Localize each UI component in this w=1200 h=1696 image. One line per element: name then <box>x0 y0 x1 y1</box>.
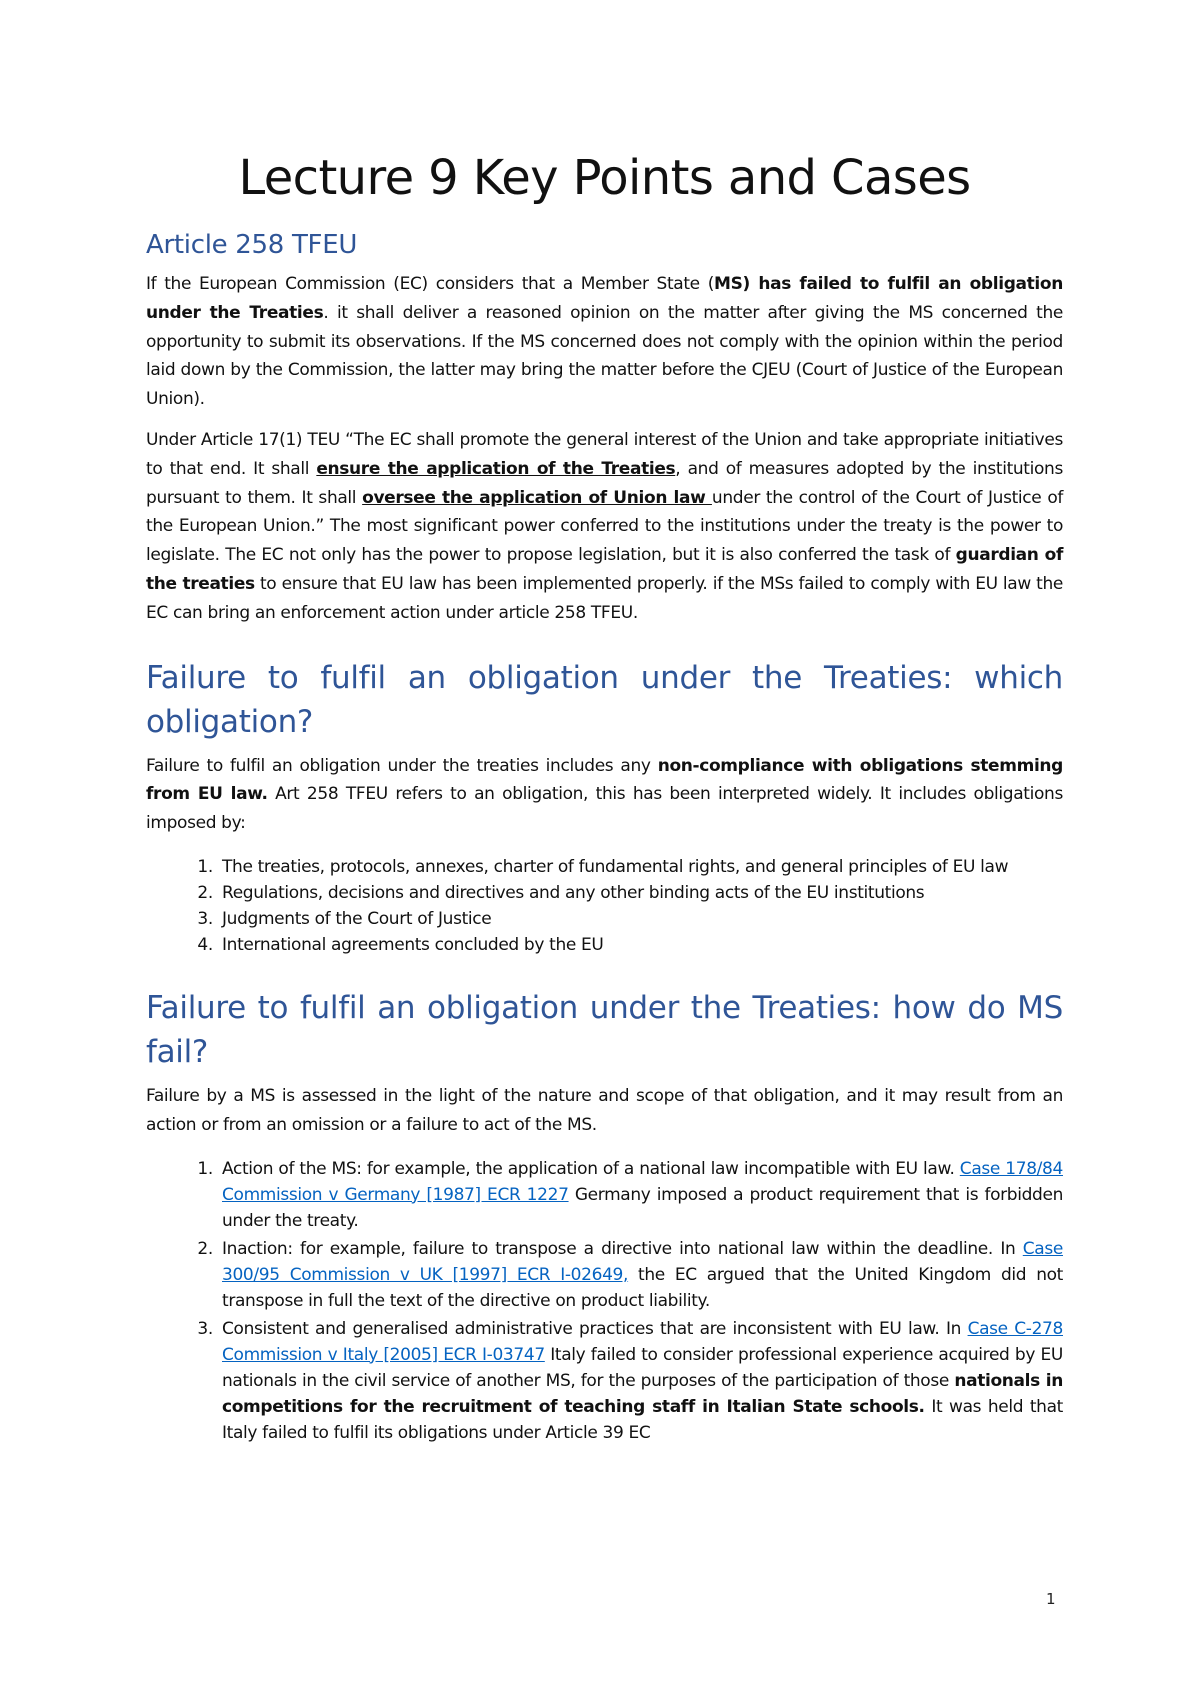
list-item: 1. Action of the MS: for example, the application of a national law incompatible with EU law. Case 178/84 Commission v Germany [1987] ECR 1227 Germany imposed a product requirement that is forbidden under the treaty. <box>218 1156 1063 1234</box>
emphasis-guardian: guardian of the treaties <box>146 545 1064 594</box>
section-heading-article-258: Article 258 TFEU <box>146 230 358 260</box>
paragraph-which-obligation: Failure to fulfil an obligation under the treaties includes any non-compliance with obligations stemming from EU law. Art 258 TFEU refers to an obligation, this has been interpreted widely. It includes obligations imposed by: <box>146 755 1064 834</box>
list-item: 2. Regulations, decisions and directives and any other binding acts of the EU institutions <box>218 880 1063 906</box>
list-item: 4. International agreements concluded by the EU <box>218 932 1063 958</box>
emphasis-ensure-application: ensure the application of the Treaties <box>316 458 676 479</box>
case-link-commission-v-italy[interactable]: Case C-278 Commission v Italy [2005] ECR I-03747 <box>222 1318 1063 1365</box>
section-heading-how-ms-fail: Failure to fulfil an obligation under the Treaties: how do MS fail? <box>146 989 1063 1070</box>
document-title: Lecture 9 Key Points and Cases <box>238 150 971 206</box>
case-link-commission-v-uk[interactable]: Case 300/95 Commission v UK [1997] ECR I-02649, <box>222 1238 1063 1285</box>
paragraph-how-ms-fail: Failure by a MS is assessed in the light of the nature and scope of that obligation, and it may result from an action or from an omission or a failure to act of the MS. <box>146 1085 1063 1135</box>
list-item: 1. The treaties, protocols, annexes, charter of fundamental rights, and general principles of EU law <box>218 854 1063 880</box>
list-item: 2. Inaction: for example, failure to transpose a directive into national law within the deadline. In Case 300/95 Commission v UK [1997] ECR I-02649, the EC argued that the United Kingdom did not transpose in full the text of the directive on product liability. <box>218 1236 1063 1314</box>
list-item: 3. Consistent and generalised administrative practices that are inconsistent with EU law. In Case C-278 Commission v Italy [2005] ECR I-03747 Italy failed to consider professional experience acquired by EU nationals in the civil service of another MS, for the purposes of the participation of those nationals in competitions for the recruitment of teaching staff in Italian State schools. It was held that Italy failed to fulfil its obligations under Article 39 EC <box>218 1316 1063 1446</box>
paragraph-article-17-teu: Under Article 17(1) TEU “The EC shall promote the general interest of the Union and take appropriate initiatives to that end. It shall ensure the application of the Treaties, and of measures adopted by the institutions pursuant to them. It shall oversee the application of Union law under the control of the Court of Justice of the European Union.” The most significant power conferred to the institutions under the treaty is the power to legislate. The EC not only has the power to propose legislation, but it is also conferred the task of guardian of the treaties to ensure that EU law has been implemented properly. if the MSs failed to comply with EU law the EC can bring an enforcement action under article 258 TFEU. <box>146 429 1064 623</box>
emphasis-oversee-application: oversee the application of Union law <box>362 487 712 508</box>
page-number: 1 <box>1046 1590 1056 1608</box>
obligations-list <box>146 854 1063 958</box>
paragraph-article-258-definition: If the European Commission (EC) considers that a Member State (MS) has failed to fulfil an obligation under the Treaties. it shall deliver a reasoned opinion on the matter after giving the MS concerned the opportunity to submit its observations. If the MS concerned does not comply with the opinion within the period laid down by the Commission, the latter may bring the matter before the CJEU (Court of Justice of the European Union). <box>146 274 1063 410</box>
list-item: 3. Judgments of the Court of Justice <box>218 906 1063 932</box>
case-link-commission-v-germany[interactable]: Case 178/84 Commission v Germany [1987] ECR 1227 <box>222 1158 1063 1205</box>
page-content <box>146 150 1063 1458</box>
section-heading-which-obligation: Failure to fulfil an obligation under the Treaties: which obligation? <box>146 659 1063 740</box>
failure-types-list <box>146 1156 1063 1446</box>
